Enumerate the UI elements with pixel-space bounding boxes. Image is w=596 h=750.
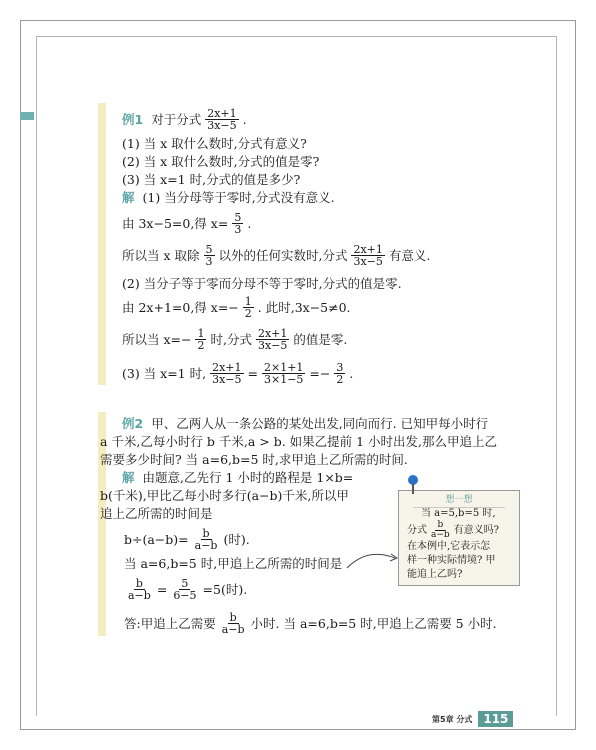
fraction-denominator: 3x−5 [207,119,237,132]
math-text: =− [309,365,331,381]
example2-line-1 [122,416,488,432]
fraction-denominator: 3×1−5 [263,373,304,386]
solution-label: 解 [122,190,135,205]
math-text: 时,分式 [210,331,252,347]
box-text: 分式 [407,524,427,536]
math-text: (3) 当 x=1 时, [122,365,207,381]
example2-solution-3: 追上乙所需的时间是 [100,506,213,521]
fraction-denominator: 3x−5 [257,339,288,352]
inner-frame-right [556,36,557,716]
fraction [351,244,384,267]
fraction [171,578,198,601]
fraction [204,244,215,267]
math-text: 所以当 x=− [122,331,192,347]
fraction-numerator: b [229,611,237,624]
punctuation: . [349,365,354,381]
math-text: b÷(a−b)= [124,531,189,547]
example1-heading [122,108,247,131]
fraction-denominator: a−b [431,530,450,540]
fraction-numerator: 2x+1 [207,107,237,120]
math-text: 由 3x−5=0,得 x= [122,215,229,231]
example2-solution-2: b(千米),甲比乙每小时多行(a−b)千米,所以甲 [100,488,349,503]
example1-heading-fraction [205,108,238,131]
fraction-denominator: 6−5 [173,589,197,602]
example2-solution-6 [124,578,247,601]
fraction [126,578,153,601]
fraction [232,212,243,235]
inner-frame-left [36,36,37,716]
math-text: 的值是零. [293,331,348,347]
fraction [256,328,289,351]
push-pin-stem [412,484,414,494]
example2-line-2: a 千米,乙每小时行 b 千米,a > b. 如果乙提前 1 小时出发,那么甲追上乙 [100,434,498,449]
math-text: 所以当 x 取除 [122,247,200,263]
example1-solution-3 [122,244,430,267]
fraction [220,612,247,635]
fraction-numerator: 2x+1 [257,327,288,340]
example1-question-3: (3) 当 x=1 时,分式的值是多少? [122,172,301,187]
fraction-numerator: 5 [181,577,189,590]
fraction-denominator: a−b [221,623,245,636]
fraction [334,362,345,385]
fraction [429,521,452,540]
page-footer [432,711,513,727]
example1-question-2: (2) 当 x 取什么数时,分式的值是零? [122,154,320,169]
fraction-numerator: 2×1+1 [263,361,304,374]
example1-label: 例1 [122,111,144,127]
example2-solution-4 [124,528,250,551]
solution-label: 解 [122,470,135,485]
math-text: (时). [223,531,250,547]
margin-tab-marker [20,112,34,120]
fraction-numerator: 3 [336,361,344,374]
fraction-denominator: 2 [244,307,252,320]
example1-solution-5 [122,296,351,319]
math-text: = [247,365,258,381]
fraction-numerator: 2x+1 [353,243,383,256]
solution-text: 由题意,乙先行 1 小时的路程是 1×b= [142,470,354,485]
fraction [210,362,243,385]
example2-solution-5: 当 a=6,b=5 时,甲追上乙所需的时间是 [124,556,343,571]
example2-solution-1 [122,470,353,486]
fraction-numerator: b [437,520,444,530]
box-line-4: 样一种实际情境? 甲 [407,555,496,566]
chapter-label: 第5章 分式 [432,714,473,724]
fraction [243,296,254,319]
fraction-denominator: 3x−5 [353,255,383,268]
curved-arrow-icon [345,548,400,572]
solution-text: (1) 当分母等于零时,分式没有意义. [142,190,335,205]
example1-solution-6 [122,328,347,351]
math-text: 有意义. [388,247,431,263]
box-line-2 [407,521,513,540]
problem-text: 甲、乙两人从一条公路的某处出发,同向而行. 已知甲每小时行 [151,416,489,431]
math-text: 由 2x+1=0,得 x=− [122,299,239,315]
punctuation: . [242,111,247,127]
example2-line-3: 需要多少时间? 当 a=6,b=5 时,求甲追上乙所需的时间. [100,452,408,467]
fraction [262,362,305,385]
example1-solution-7 [122,362,353,385]
box-line-1: 当 a=5,b=5 时, [421,508,496,519]
box-line-5: 能追上乙吗? [407,569,463,580]
math-text: 以外的任何实数时,分式 [218,247,348,263]
example1-solution-4: (2) 当分子等于零而分母不等于零时,分式的值是零. [122,276,402,291]
math-text: =5(时). [202,581,248,597]
fraction-denominator: 3 [234,223,242,236]
fraction-numerator: b [135,577,143,590]
inner-frame-top [36,36,556,37]
fraction-denominator: a−b [128,589,151,602]
think-about-it-box [398,490,520,586]
example1-solution-2 [122,212,251,235]
fraction [193,528,220,551]
math-text: 答:甲追上乙需要 [124,615,216,631]
fraction-denominator: 2 [197,339,205,352]
fraction-numerator: 2x+1 [212,361,242,374]
fraction [195,328,206,351]
fraction-denominator: a−b [194,539,218,552]
math-text: . 此时,3x−5≠0. [257,299,351,315]
fraction-denominator: 3x−5 [212,373,242,386]
math-text: = [156,581,168,597]
box-title: 想一想 [413,493,505,508]
box-line-3: 在本例中,它表示怎 [407,541,491,552]
fraction-numerator: 1 [244,295,252,308]
math-text: 小时. 当 a=6,b=5 时,甲追上乙需要 5 小时. [250,615,497,631]
punctuation: . [247,215,252,231]
example1-highlight-band [98,103,106,385]
box-text: 有意义吗? [453,524,500,536]
fraction-denominator: 2 [336,373,344,386]
example1-question-1: (1) 当 x 取什么数时,分式有意义? [122,136,307,151]
fraction-numerator: b [202,527,210,540]
fraction-numerator: 5 [234,211,242,224]
example1-heading-text: 对于分式 [151,111,202,127]
fraction-denominator: 3 [205,255,213,268]
fraction-numerator: 5 [205,243,213,256]
fraction-numerator: 1 [197,327,205,340]
example2-label: 例2 [122,416,144,431]
example2-answer [124,612,497,635]
page-number: 115 [478,711,513,727]
example1-solution-1 [122,190,335,206]
